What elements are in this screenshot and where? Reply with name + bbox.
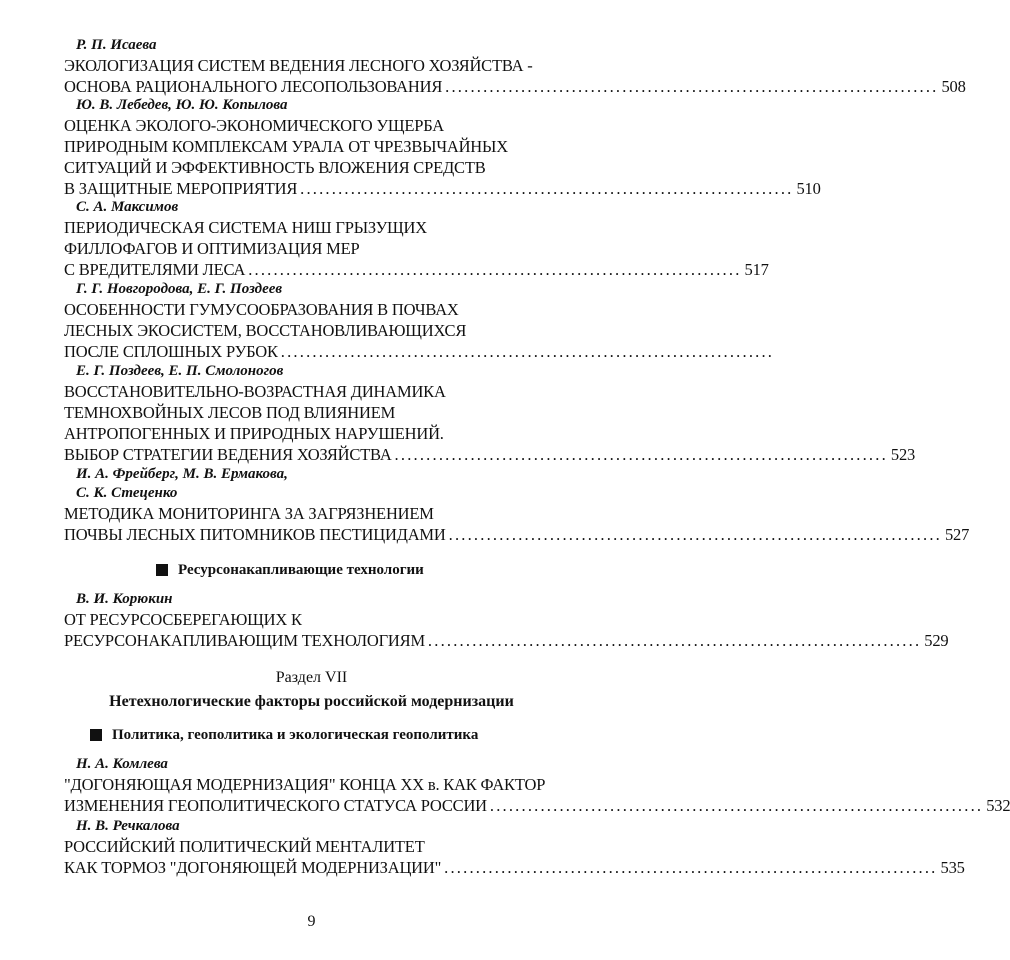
subsection-title: Политика, геополитика и экологическая геополитика: [112, 727, 479, 743]
square-bullet-icon: [90, 729, 102, 741]
entry-authors: Ю. В. Лебедев, Ю. Ю. Копылова: [76, 97, 288, 113]
toc-entry[interactable]: [64, 755, 1010, 816]
entry-title-line: ФИЛЛОФАГОВ И ОПТИМИЗАЦИЯ МЕР: [64, 239, 360, 258]
entry-title-last-line: [64, 524, 970, 545]
entry-title-line: ИЗМЕНЕНИЯ ГЕОПОЛИТИЧЕСКОГО СТАТУСА РОССИИ: [64, 796, 487, 815]
entry-title-line: ОТ РЕСУРСОСБЕРЕГАЮЩИХ К: [64, 610, 302, 629]
leader-dots: ..............................................................................: [427, 631, 922, 650]
entry-title-line: МЕТОДИКА МОНИТОРИНГА ЗА ЗАГРЯЗНЕНИЕМ: [64, 504, 434, 523]
entry-title-line: С ВРЕДИТЕЛЯМИ ЛЕСА: [64, 260, 246, 279]
toc-entry[interactable]: [64, 280, 775, 362]
toc-entry[interactable]: [64, 817, 965, 878]
leader-dots: ..............................................................................: [445, 77, 939, 96]
entry-page-number: 535: [940, 858, 965, 877]
entry-title-line: "ДОГОНЯЮЩАЯ МОДЕРНИЗАЦИЯ" КОНЦА XX в. КАК ФАКТОР: [64, 775, 546, 794]
leader-dots: ..............................................................................: [394, 445, 888, 464]
entry-authors: Н. В. Речкалова: [76, 818, 180, 834]
leader-dots: ..............................................................................: [280, 342, 775, 361]
entry-title-line: РОССИЙСКИЙ ПОЛИТИЧЕСКИЙ МЕНТАЛИТЕТ: [64, 837, 425, 856]
leader-dots: ..............................................................................: [444, 858, 938, 877]
entry-page-number: 527: [944, 525, 970, 544]
entry-title-line: ЛЕСНЫХ ЭКОСИСТЕМ, ВОССТАНОВЛИВАЮЩИХСЯ: [64, 321, 467, 340]
entry-authors: Е. Г. Поздеев, Е. П. Смолоногов: [76, 363, 284, 379]
entry-authors: И. А. Фрейберг, М. В. Ермакова,: [76, 466, 288, 482]
entry-title-last-line: [64, 76, 966, 97]
entry-title-last-line: [64, 341, 775, 362]
subsection-title: Ресурсонакапливающие технологии: [178, 562, 424, 578]
entry-title-last-line: [64, 795, 1010, 816]
entry-title-line: ПОЧВЫ ЛЕСНЫХ ПИТОМНИКОВ ПЕСТИЦИДАМИ: [64, 525, 446, 544]
entry-authors: С. А. Максимов: [76, 199, 179, 215]
leader-dots: ..............................................................................: [489, 796, 984, 815]
entry-authors: Р. П. Исаева: [76, 37, 157, 53]
leader-dots: ..............................................................................: [248, 260, 742, 279]
subsection-heading: [156, 560, 424, 580]
entry-title-last-line: [64, 857, 965, 878]
leader-dots: ..............................................................................: [448, 525, 942, 544]
entry-title-line: ПОСЛЕ СПЛОШНЫХ РУБОК: [64, 342, 278, 361]
square-bullet-icon: [156, 564, 168, 576]
entry-title-line: ОСНОВА РАЦИОНАЛЬНОГО ЛЕСОПОЛЬЗОВАНИЯ: [64, 77, 443, 96]
toc-entry[interactable]: [64, 96, 821, 199]
entry-title-line: КАК ТОРМОЗ "ДОГОНЯЮЩЕЙ МОДЕРНИЗАЦИИ": [64, 858, 442, 877]
toc-entry[interactable]: [64, 465, 970, 545]
entry-title-last-line: [64, 259, 769, 280]
entry-title-line: АНТРОПОГЕННЫХ И ПРИРОДНЫХ НАРУШЕНИЙ.: [64, 424, 444, 443]
subsection-heading: [90, 725, 478, 745]
entry-title-line: ПРИРОДНЫМ КОМПЛЕКСАМ УРАЛА ОТ ЧРЕЗВЫЧАЙНЫХ: [64, 137, 508, 156]
entry-page-number: 510: [796, 179, 821, 198]
entry-title-line: СИТУАЦИЙ И ЭФФЕКТИВНОСТЬ ВЛОЖЕНИЯ СРЕДСТВ: [64, 158, 486, 177]
entry-page-number: 523: [890, 445, 916, 464]
leader-dots: ..............................................................................: [300, 179, 794, 198]
entry-authors: С. К. Стеценко: [76, 485, 178, 501]
entry-title-line: В ЗАЩИТНЫЕ МЕРОПРИЯТИЯ: [64, 179, 298, 198]
entry-title-line: ОСОБЕННОСТИ ГУМУСООБРАЗОВАНИЯ В ПОЧВАХ: [64, 300, 459, 319]
entry-title-line: ЭКОЛОГИЗАЦИЯ СИСТЕМ ВЕДЕНИЯ ЛЕСНОГО ХОЗЯЙСТВА -: [64, 56, 533, 75]
entry-page-number: 532: [986, 796, 1010, 815]
section-title: Нетехнологические факторы российской модернизации: [109, 693, 514, 710]
entry-title-line: ПЕРИОДИЧЕСКАЯ СИСТЕМА НИШ ГРЫЗУЩИХ: [64, 218, 427, 237]
page-number: 9: [307, 913, 316, 930]
entry-page-number: 517: [744, 260, 769, 279]
entry-title-line: РЕСУРСОНАКАПЛИВАЮЩИМ ТЕХНОЛОГИЯМ: [64, 631, 425, 650]
entry-title-line: ОЦЕНКА ЭКОЛОГО-ЭКОНОМИЧЕСКОГО УЩЕРБА: [64, 116, 444, 135]
entry-page-number: 529: [924, 631, 949, 650]
entry-title-line: ТЕМНОХВОЙНЫХ ЛЕСОВ ПОД ВЛИЯНИЕМ: [64, 403, 396, 422]
toc-entry[interactable]: [64, 362, 916, 465]
toc-entry[interactable]: [64, 36, 966, 97]
entry-title-line: ВЫБОР СТРАТЕГИИ ВЕДЕНИЯ ХОЗЯЙСТВА: [64, 445, 392, 464]
entry-title-last-line: [64, 178, 821, 199]
entry-page-number: 508: [941, 77, 966, 96]
entry-title-line: ВОССТАНОВИТЕЛЬНО-ВОЗРАСТНАЯ ДИНАМИКА: [64, 382, 446, 401]
entry-authors: Г. Г. Новгородова, Е. Г. Поздеев: [76, 281, 283, 297]
entry-authors: Н. А. Комлева: [76, 756, 168, 772]
toc-entry[interactable]: [64, 590, 949, 651]
entry-title-last-line: [64, 630, 949, 651]
entry-authors: В. И. Корюкин: [76, 591, 173, 607]
toc-entry[interactable]: [64, 198, 769, 280]
section-label: Раздел VII: [275, 669, 348, 686]
entry-title-last-line: [64, 444, 916, 465]
